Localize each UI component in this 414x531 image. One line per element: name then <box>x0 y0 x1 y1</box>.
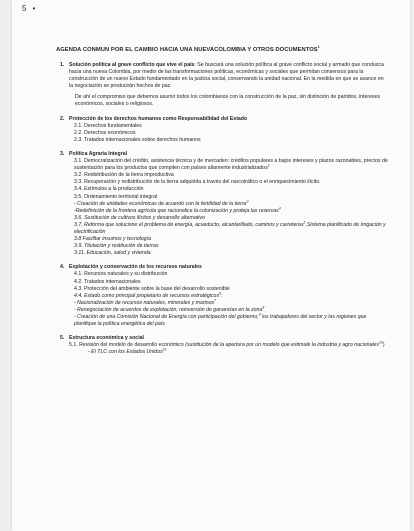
list-item-text: - Creación de unidades económicas de acuerdo con la fertilidad de la tierra <box>74 200 247 207</box>
list-item: 4.3. Protección del ambiente sobre la base del desarrollo sostenible <box>74 285 230 292</box>
list-item <box>69 349 388 356</box>
document-page <box>12 0 410 531</box>
footnote-mark: 8 <box>262 305 265 310</box>
section-number: 3. <box>60 150 65 157</box>
section-4 <box>60 264 388 328</box>
list-item-text: 3.1. Democratización del crédito, asistencia técnica y de mercadeo: créditos populares a bajos intereses y plazos razonables, precios de sustentación para los productos que compiten con países altamente industrializados <box>74 158 388 172</box>
list-item: 2.3. Tratados internacionales sobre derechos humanos <box>74 136 201 143</box>
list-item: 3.5. Ordenamiento territorial integral <box>74 193 158 200</box>
list-item-text: (sustitución de la apertura por un modelo que estimule la industria y agro nacionales <box>183 342 380 349</box>
footnote-mark: 1 <box>317 45 320 50</box>
list-item <box>69 222 388 236</box>
list-item-text: -Redefinición de la frontera agrícola que racionalice la colonización y proteja las reservas <box>74 207 279 214</box>
list-item-text: 3.7. Reforma que solucione el problema de energía, acueducto, alcantarillado, caminos y carreteras <box>74 221 304 228</box>
list-item: 3.4. Estímulos a la producción <box>74 186 144 193</box>
list-item-text: los trabajadores del sector y las regiones que planifique la política energética del país <box>74 314 367 328</box>
list-item <box>69 205 388 215</box>
list-item: 3.9. Titulación y restitución de tierras <box>74 243 159 250</box>
list-item: 4.2. Tratados internacionales <box>74 278 141 285</box>
list-item: 2.1. Derechos fundamentales <box>74 122 142 129</box>
section-title: Estructura económica y social <box>69 335 144 342</box>
section-3 <box>60 151 388 257</box>
list-item: 4.1. Recursos naturales y su distribución <box>74 271 168 278</box>
list-item: 3.6. Sustitución de cultivos ilícitos y desarrollo alternativo <box>74 214 205 221</box>
list-item: 4.4. Estado como principal propietario de recursos estratégicos$^6$: <box>74 290 223 299</box>
section-1 <box>60 62 388 109</box>
section-title: Protección de los derechos humanos como Responsabilidad del Estado <box>69 115 248 122</box>
section-title: Solución política al grave conflicto que vive el país <box>69 62 195 68</box>
list-item: 3.2. Redistribución de la tierra improductiva <box>74 172 174 179</box>
section-5 <box>60 335 388 356</box>
section-title: Explotación y conservación de los recursos naturales <box>69 264 202 271</box>
list-item: 5.1. Revisión del modelo de desarrollo económico (sustitución de la apertura por un modelo que estimule la industria y agro nacionales$^{10}$) <box>69 340 385 349</box>
section-2 <box>60 116 388 144</box>
list-item: 2.2. Derechos económicos <box>74 129 136 136</box>
footnote-mark: 11 <box>162 347 167 352</box>
footnote-mark: 2 <box>267 163 270 168</box>
list-item-text: - Creación de una Comisión Nacional de Energía con participación del gobierno, <box>74 314 259 320</box>
list-item: 3.8 Facilitar insumos y tecnología <box>74 236 151 243</box>
document-body <box>60 62 388 356</box>
document-title <box>56 47 386 53</box>
list-item-text: 4.4. Estado como principal propietario de recursos estratégicos <box>74 292 220 299</box>
footnote-mark: 9 <box>258 312 261 317</box>
list-item-text: ,Sistema planificado de irrigación y electrificación <box>74 221 386 235</box>
section-paragraph: De ahí el compromiso que debemos asumir todos los colombianos con la construcción de la paz, sin distinción de partidos, intereses económicos, sociales o religiosos. <box>75 94 381 108</box>
section-number: 4. <box>60 264 65 271</box>
section-number: 1. <box>60 62 65 68</box>
section-1-text <box>69 62 388 90</box>
list-item <box>69 198 388 208</box>
section-paragraph: : Se buscará una solución política al grave conflicto social y armado que conduzca hacia una nueva Colombia, por medio de las transformaciones políticas, económicas y sociales que permitan consensos para la construcción de un nuevo Estado fundamentado en la justicia social, conservando la unidad nacional. En la medida en que se avance en la negociación se producirán hechos de paz. <box>69 62 384 90</box>
footnote-mark: 10 <box>379 340 383 345</box>
list-item <box>69 158 388 172</box>
footnote-mark: 7 <box>214 298 217 303</box>
list-item: 3.11. Educación, salud y vivienda <box>74 250 151 257</box>
list-item: 3.3. Recuperación y redistribución de la tierra adquirida a través del narcotráfico o el enriquecimiento ilícito. <box>74 179 321 186</box>
corner-mark: 5 • <box>22 4 38 13</box>
footnote-mark: 5 <box>303 220 306 225</box>
list-item-text: - Nacionalización de recursos naturales, minerales y marinos <box>74 299 215 306</box>
section-number: 2. <box>60 115 65 122</box>
document-title-text: AGENDA CONMUN POR EL CAMBIO HACIA UNA NUEVACOLOMBIA Y OTROS DOCUMENTOS <box>56 47 318 53</box>
footnote-mark: 4 <box>278 205 281 210</box>
list-item <box>69 314 388 328</box>
list-item-text: - El TLC con los Estados Unidos <box>88 349 163 356</box>
footnote-mark: 3 <box>246 198 249 203</box>
section-number: 5. <box>60 335 65 342</box>
list-item-text: - Renegociación de acuerdos de explotación, reinversión de ganancias en la zona <box>74 306 263 313</box>
section-title: Política Agraria Integral <box>69 150 128 157</box>
footnote-mark: 6 <box>219 290 221 295</box>
list-item-text: 5.1. Revisión del modelo de desarrollo económico <box>69 342 184 349</box>
